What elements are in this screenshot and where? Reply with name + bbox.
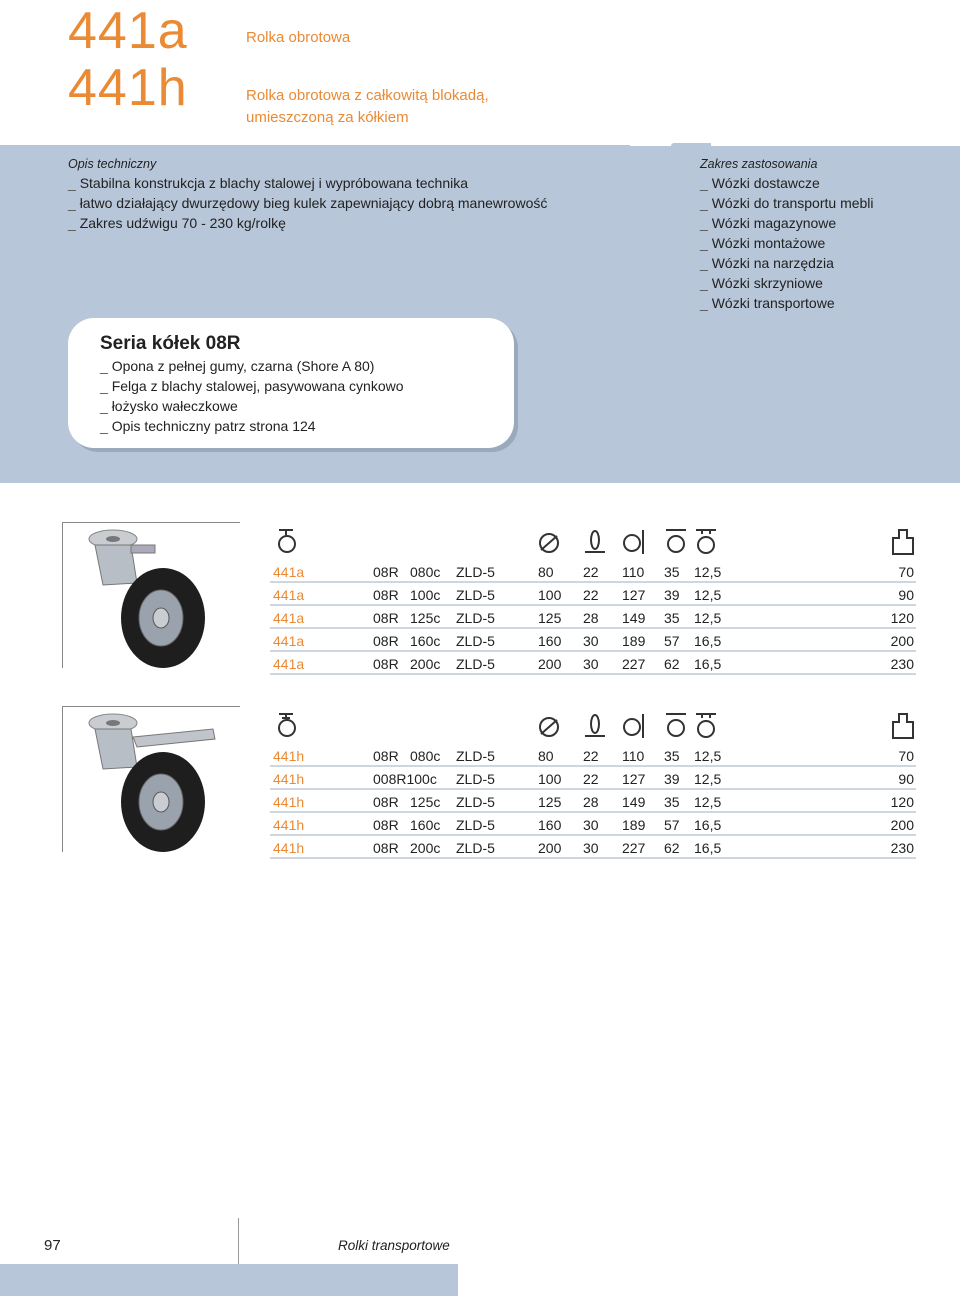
table-cell: 16,5 xyxy=(694,817,722,833)
desc-441a: Rolka obrotowa xyxy=(246,29,351,46)
table-cell: 08R xyxy=(373,564,399,580)
table-cell: 08R xyxy=(373,840,399,856)
table-cell: 125 xyxy=(538,610,562,626)
series-card xyxy=(68,318,514,448)
wheel-diameter-icon xyxy=(537,712,561,740)
desc-441h: Rolka obrotowa z całkowitą blokadą, umieszczoną za kółkiem xyxy=(246,87,489,126)
table-cell: 30 xyxy=(583,840,599,856)
load-capacity-icon xyxy=(890,528,916,556)
table-row xyxy=(270,583,916,606)
table-cell: 12,5 xyxy=(694,587,722,603)
table-cell: ZLD-5 xyxy=(456,656,495,672)
table-cell: 200c xyxy=(410,840,441,856)
table-cell: 441h xyxy=(273,771,305,787)
table-cell: 22 xyxy=(583,564,599,580)
table-cell: 39 xyxy=(664,587,680,603)
table-cell: 160c xyxy=(410,633,441,649)
table-cell: 35 xyxy=(664,564,680,580)
table-cell: 16,5 xyxy=(694,656,722,672)
table-cell: 189 xyxy=(622,817,646,833)
table-cell: 16,5 xyxy=(694,633,722,649)
table-row xyxy=(270,790,916,813)
table-row xyxy=(270,744,916,767)
table-cell: ZLD-5 xyxy=(456,840,495,856)
table-row xyxy=(270,813,916,836)
series-title: Seria kółek 08R xyxy=(100,333,241,354)
tech-description xyxy=(68,155,547,233)
plate-size-icon xyxy=(664,712,688,740)
table-cell: 441a xyxy=(273,587,305,603)
table-cell: 22 xyxy=(583,748,599,764)
table-cell: 30 xyxy=(583,656,599,672)
table-cell: 160 xyxy=(538,817,562,833)
table-cell: 12,5 xyxy=(694,748,722,764)
table-cell: 08R xyxy=(373,587,399,603)
load-capacity-icon xyxy=(890,712,916,740)
table-cell: 125c xyxy=(410,794,441,810)
table-cell: 200 xyxy=(538,656,562,672)
tech-title: Opis techniczny xyxy=(68,157,157,171)
table-cell: 16,5 xyxy=(694,840,722,856)
table-cell: 080c xyxy=(410,564,441,580)
footer-title: Rolki transportowe xyxy=(338,1238,450,1253)
table-row xyxy=(270,560,916,583)
table-cell: 08R xyxy=(373,794,399,810)
table-cell: 200 xyxy=(538,840,562,856)
table-cell: 125c xyxy=(410,610,441,626)
table-cell: 22 xyxy=(583,587,599,603)
table-cell: 120 xyxy=(890,794,914,810)
table-cell: 110 xyxy=(622,748,645,764)
tech-item: _ łatwo działający dwurzędowy bieg kulek zapewniający dobrą manewrowość xyxy=(68,193,547,213)
table-cell: 441h xyxy=(273,794,305,810)
range-item: _ Wózki transportowe xyxy=(700,293,874,313)
table-cell: 127 xyxy=(622,771,646,787)
range-title: Zakres zastosowania xyxy=(700,157,818,171)
table-cell: 08R xyxy=(373,817,399,833)
table-cell: 62 xyxy=(664,656,680,672)
footer-bar xyxy=(0,1264,458,1296)
icon-row xyxy=(270,528,916,560)
table-cell: ZLD-5 xyxy=(456,771,495,787)
table-cell: 160 xyxy=(538,633,562,649)
table-cell: 39 xyxy=(664,771,680,787)
table-cell: 441h xyxy=(273,840,305,856)
table-cell: 110 xyxy=(622,564,645,580)
table-cell: 149 xyxy=(622,794,646,810)
spec-table-441a xyxy=(270,528,916,675)
table-row xyxy=(270,836,916,859)
tech-item: _ Stabilna konstrukcja z blachy stalowej i wypróbowana technika xyxy=(68,173,547,193)
table-cell: 441a xyxy=(273,633,305,649)
table-cell: 120 xyxy=(890,610,914,626)
table-cell: 12,5 xyxy=(694,610,722,626)
table-row xyxy=(270,767,916,790)
table-cell: 90 xyxy=(898,771,914,787)
table-cell: 35 xyxy=(664,748,680,764)
range-item: _ Wózki do transportu mebli xyxy=(700,193,874,213)
icon-row xyxy=(270,712,916,744)
model-441h: 441h xyxy=(68,59,188,117)
range-item: _ Wózki dostawcze xyxy=(700,173,874,193)
table-cell: 80 xyxy=(538,748,554,764)
spec-table-441h xyxy=(270,712,916,859)
table-cell: 35 xyxy=(664,794,680,810)
table-cell: ZLD-5 xyxy=(456,817,495,833)
caster-photo-441h xyxy=(62,706,240,852)
range-item: _ Wózki magazynowe xyxy=(700,213,874,233)
table-cell: 200 xyxy=(890,817,914,833)
table-cell: ZLD-5 xyxy=(456,633,495,649)
swivel-caster-icon xyxy=(274,528,298,556)
table-row xyxy=(270,606,916,629)
series-item: _ Opona z pełnej gumy, czarna (Shore A 80) xyxy=(100,356,482,376)
tech-item: _ Zakres udźwigu 70 - 230 kg/rolkę xyxy=(68,213,547,233)
table-row xyxy=(270,652,916,675)
table-cell: 149 xyxy=(622,610,646,626)
table-cell: 70 xyxy=(898,748,914,764)
table-cell: 12,5 xyxy=(694,794,722,810)
page-number: 97 xyxy=(44,1237,61,1254)
table-cell: 441h xyxy=(273,817,305,833)
range-item: _ Wózki skrzyniowe xyxy=(700,273,874,293)
range-item: _ Wózki na narzędzia xyxy=(700,253,874,273)
table-cell: 08R xyxy=(373,610,399,626)
table-cell: 28 xyxy=(583,794,599,810)
table-cell: 227 xyxy=(622,840,646,856)
table-cell: 28 xyxy=(583,610,599,626)
bolt-hole-icon xyxy=(694,528,718,556)
table-cell: 080c xyxy=(410,748,441,764)
table-cell: 160c xyxy=(410,817,441,833)
table-cell: 127 xyxy=(622,587,646,603)
table-cell: 90 xyxy=(898,587,914,603)
wheel-diameter-icon xyxy=(537,528,561,556)
caster-photo-441a xyxy=(62,522,240,668)
series-item: _ Opis techniczny patrz strona 124 xyxy=(100,416,482,436)
table-cell: 200c xyxy=(410,656,441,672)
table-cell: 227 xyxy=(622,656,646,672)
application-range xyxy=(700,155,874,313)
table-cell: 08R xyxy=(373,656,399,672)
table-cell: 200 xyxy=(890,633,914,649)
table-cell: 230 xyxy=(890,656,914,672)
table-cell: ZLD-5 xyxy=(456,794,495,810)
table-cell: 189 xyxy=(622,633,646,649)
table-cell: ZLD-5 xyxy=(456,564,495,580)
table-cell: 35 xyxy=(664,610,680,626)
table-cell: 08R xyxy=(373,633,399,649)
table-cell: 70 xyxy=(898,564,914,580)
table-cell: 441a xyxy=(273,656,305,672)
table-cell: 30 xyxy=(583,633,599,649)
table-cell: 30 xyxy=(583,817,599,833)
table-cell: 100 xyxy=(538,771,562,787)
table-cell: 008R100c xyxy=(373,771,437,787)
table-cell: 08R xyxy=(373,748,399,764)
table-cell: 12,5 xyxy=(694,771,722,787)
table-cell: 80 xyxy=(538,564,554,580)
table-cell: 100c xyxy=(410,587,441,603)
range-item: _ Wózki montażowe xyxy=(700,233,874,253)
table-cell: 441h xyxy=(273,748,305,764)
overall-height-icon xyxy=(622,712,646,740)
table-cell: 441a xyxy=(273,564,305,580)
table-cell: 125 xyxy=(538,794,562,810)
overall-height-icon xyxy=(622,528,646,556)
table-cell: 441a xyxy=(273,610,305,626)
table-cell: ZLD-5 xyxy=(456,587,495,603)
table-cell: 230 xyxy=(890,840,914,856)
table-row xyxy=(270,629,916,652)
bolt-hole-icon xyxy=(694,712,718,740)
series-item: _ łożysko wałeczkowe xyxy=(100,396,482,416)
table-cell: ZLD-5 xyxy=(456,748,495,764)
table-cell: 57 xyxy=(664,633,680,649)
table-cell: 100 xyxy=(538,587,562,603)
wheel-width-icon xyxy=(583,712,607,740)
table-cell: 12,5 xyxy=(694,564,722,580)
model-441a: 441a xyxy=(68,2,188,60)
table-cell: 62 xyxy=(664,840,680,856)
wheel-width-icon xyxy=(583,528,607,556)
table-cell: ZLD-5 xyxy=(456,610,495,626)
series-item: _ Felga z blachy stalowej, pasywowana cynkowo xyxy=(100,376,482,396)
plate-size-icon xyxy=(664,528,688,556)
table-cell: 57 xyxy=(664,817,680,833)
table-cell: 22 xyxy=(583,771,599,787)
swivel-brake-icon xyxy=(274,712,298,740)
